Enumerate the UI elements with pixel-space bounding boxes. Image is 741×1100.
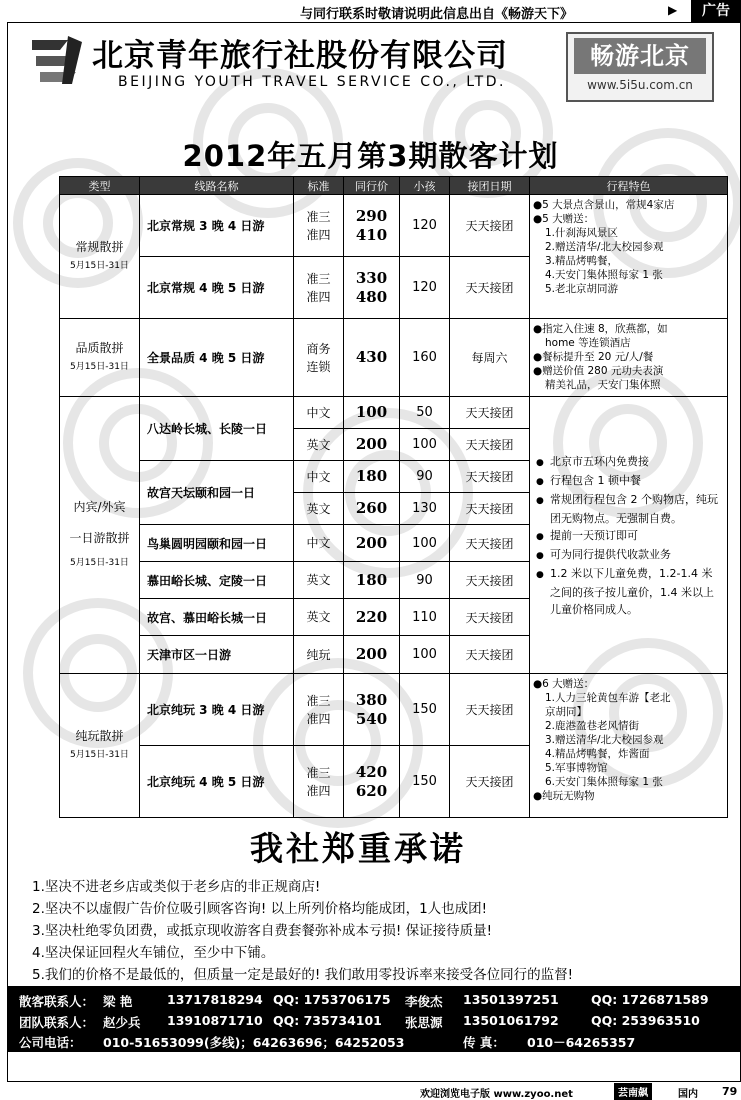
feature-line: 4.精品烤鸭餐，炸酱面 [545,748,650,760]
table-row [60,319,728,397]
tour-date: 天天接团 [450,195,530,257]
child-price: 160 [400,319,450,397]
tour-date: 天天接团 [450,599,530,636]
group-dates: 5月15日-31日 [70,260,129,271]
contact-phone: 13501397251 [463,992,559,1007]
contact-qq: QQ: 735734101 [273,1013,382,1028]
contact-qq: QQ: 253963510 [591,1013,700,1028]
child-price: 100 [400,636,450,674]
standard-cell: 中文 [294,461,344,493]
company-name-en: BEIJING YOUTH TRAVEL SERVICE CO., LTD. [118,74,506,90]
contact-name: 张思源 [405,1015,443,1030]
contact-label: 公司电话： [19,1035,82,1050]
feature-line: 6.天安门集体照每家 1 张 [545,776,663,788]
contact-phone: 13501061792 [463,1013,559,1028]
feature-line: 3.赠送清华/北大校园参观 [545,734,664,746]
standard-cell [294,257,344,319]
header-features: 行程特色 [530,177,728,195]
standard-cell: 英文 [294,429,344,461]
feature-line: ●6 大赠送： [533,678,595,690]
feature-line: ●指定入住速 8，欣燕都，如 [533,323,668,335]
feature-line: ●赠送价值 280 元功夫表演 [533,365,664,377]
promise-item: 2.坚决不以虚假广告价位吸引顾客咨询! 以上所列价格均能成团，1人也成团! [32,901,488,917]
feature-line: 精美礼品，天安门集体照 [545,379,661,391]
promise-item: 5.我们的价格不是最低的，但质量一定是最好的! 我们敢用零投诉率来接受各位同行的监督! [32,967,573,983]
footer-region: 国内 [678,1089,698,1100]
price-cell: 200 [344,429,400,461]
promise-item: 4.坚决保证回程火车铺位，至少中下铺。 [32,945,275,961]
group-type: 内宾/外宾 [73,499,126,514]
group-type-cell [60,319,140,397]
child-price: 50 [400,397,450,429]
route-name: 八达岭长城、长陵一日 [140,397,294,461]
route-name: 北京纯玩 4 晚 5 日游 [140,746,294,818]
promise-item: 3.坚决杜绝零负团费，或抵京现收游客自费套餐弥补成本亏损! 保证接待质量! [32,923,492,939]
price-2: 620 [355,781,388,800]
route-name: 全景品质 4 晚 5 日游 [140,319,294,397]
company-name-cn: 北京青年旅行社股份有限公司 [92,38,508,74]
standard-cell [294,674,344,746]
standard-cell [294,746,344,818]
table-header-row [60,177,728,195]
standard-cell: 英文 [294,493,344,525]
price-cell [344,746,400,818]
standard-cell [294,195,344,257]
tour-date: 天天接团 [450,397,530,429]
triangle-arrow-icon: ▶ [668,3,678,17]
route-name: 北京常规 4 晚 5 日游 [140,257,294,319]
group-type: 品质散拼 [75,340,124,355]
contact-phone: 13717818294 [167,992,263,1007]
price-cell [344,195,400,257]
feature-line: ● 行程包含 1 顿中餐 [536,472,721,491]
promise-title: 我社郑重承诺 [250,829,466,868]
feature-line: ● 可为同行提供代收款业务 [536,546,721,565]
promise-item: 1.坚决不进老乡店或类似于老乡店的非正规商店! [32,879,321,895]
standard-1: 准三 [306,209,331,224]
route-name: 慕田峪长城、定陵一日 [140,562,294,599]
price-2: 480 [355,287,388,306]
header-date: 接团日期 [450,177,530,195]
footer-section: 芸南飙 [614,1083,652,1100]
feature-line: 3.精品烤鸭餐， [545,255,619,267]
badge-title: 畅游北京 [574,38,706,74]
child-price: 150 [400,746,450,818]
company-phone: 010-51653099(多线)；64263696；64252053 [103,1035,405,1050]
route-name: 北京纯玩 3 晚 4 日游 [140,674,294,746]
contact-qq: QQ: 1726871589 [591,992,709,1007]
header-price: 同行价 [344,177,400,195]
standard-1: 准三 [306,271,331,286]
price-1: 380 [355,690,388,709]
tour-date: 天天接团 [450,525,530,562]
contact-label: 团队联系人： [19,1015,95,1030]
tour-date: 天天接团 [450,257,530,319]
fax-label: 传 真： [463,1035,505,1050]
price-cell: 180 [344,562,400,599]
header-type: 类型 [60,177,140,195]
standard-1: 准三 [306,693,331,708]
price-1: 330 [355,268,388,287]
brand-badge [566,32,714,102]
price-cell [344,257,400,319]
price-cell: 180 [344,461,400,493]
fax-number: 010－64265357 [527,1035,636,1050]
standard-cell: 英文 [294,562,344,599]
price-1: 290 [355,206,388,225]
features-regular [530,195,728,319]
standard-2: 准四 [306,783,331,798]
group-type-cell [60,397,140,674]
standard-2: 准四 [306,289,331,304]
contact-name: 赵少兵 [103,1015,141,1030]
group-type: 纯玩散拼 [75,728,124,743]
group-type-cell [60,674,140,818]
child-price: 110 [400,599,450,636]
feature-line: ●5 大景点含景山，常规4家店 [533,199,675,211]
child-price: 100 [400,429,450,461]
plan-title: 2012年五月第3期散客计划 [182,139,559,173]
price-cell: 260 [344,493,400,525]
standard-cell: 纯玩 [294,636,344,674]
feature-line: ●纯玩无购物 [533,790,595,802]
footer-site: 欢迎浏览电子版 www.zyoo.net [420,1089,573,1100]
standard-cell [294,319,344,397]
contact-name: 梁 艳 [103,994,133,1009]
child-price: 90 [400,461,450,493]
standard-2: 准四 [306,711,331,726]
feature-line: ● 常规团行程包含 2 个购物店，纯玩团无购物点。无强制自费。 [536,491,721,527]
feature-line: 2.鹿港盈巷老风情街 [545,720,640,732]
header-child: 小孩 [400,177,450,195]
feature-line: 1.什刹海风景区 [545,227,619,239]
child-price: 120 [400,195,450,257]
group-type-cell [60,195,140,319]
top-bar [0,0,741,22]
header-route: 线路名称 [140,177,294,195]
contact-panel [7,986,741,1052]
feature-line: 5.老北京胡同游 [545,283,619,295]
tour-date: 天天接团 [450,493,530,525]
header-standard: 标准 [294,177,344,195]
price-cell: 100 [344,397,400,429]
group-dates: 5月15日-31日 [70,557,129,568]
route-name: 天津市区一日游 [140,636,294,674]
contact-label: 散客联系人： [19,994,95,1009]
route-name: 鸟巢圆明园颐和园一日 [140,525,294,562]
contact-qq: QQ: 1753706175 [273,992,391,1007]
feature-line: 2.赠送清华/北大校园参观 [545,241,664,253]
features-pure [530,674,728,818]
tour-plan-table [59,176,728,818]
ad-label: 广告 [691,0,741,22]
tour-date: 天天接团 [450,636,530,674]
feature-line: ● 北京市五环内免费接 [536,453,721,472]
table-row [60,674,728,746]
tour-date: 每周六 [450,319,530,397]
page-number: 79 [722,1085,738,1098]
standard-cell: 英文 [294,599,344,636]
feature-line: ●餐标提升至 20 元/人/餐 [533,351,654,363]
price-1: 420 [355,762,388,781]
price-cell [344,674,400,746]
feature-line: 1.人力三轮黄包车游【老北 [545,692,671,704]
promise-list [32,876,722,986]
price-cell: 200 [344,636,400,674]
price-cell: 220 [344,599,400,636]
standard-1: 准三 [306,765,331,780]
price-2: 540 [355,709,388,728]
child-price: 90 [400,562,450,599]
feature-line: 5.军事博物馆 [545,762,608,774]
features-oneday [530,397,728,674]
feature-line: 4.天安门集体照每家 1 张 [545,269,663,281]
feature-line: ●5 大赠送： [533,213,595,225]
tour-date: 天天接团 [450,674,530,746]
standard-cell: 中文 [294,525,344,562]
standard-2: 准四 [306,227,331,242]
tour-date: 天天接团 [450,746,530,818]
group-type: 常规散拼 [75,239,124,254]
feature-line: 京胡同】 [545,706,587,718]
price-cell: 430 [344,319,400,397]
route-name: 北京常规 3 晚 4 日游 [140,195,294,257]
standard-cell: 中文 [294,397,344,429]
child-price: 150 [400,674,450,746]
standard-2: 连锁 [306,359,331,374]
feature-line: ● 1.2 米以下儿童免费，1.2-1.4 米之间的孩子按儿童价，1.4 米以上儿童价格同成人。 [536,565,721,618]
table-row [60,397,728,429]
standard-1: 商务 [306,341,331,356]
route-name: 故宫天坛颐和园一日 [140,461,294,525]
tour-date: 天天接团 [450,429,530,461]
company-logo-icon [26,30,86,90]
top-notice: 与同行联系时敬请说明此信息出自《畅游天下》 [300,7,574,22]
tour-date: 天天接团 [450,461,530,493]
tour-date: 天天接团 [450,562,530,599]
group-dates: 5月15日-31日 [70,361,129,372]
child-price: 120 [400,257,450,319]
child-price: 100 [400,525,450,562]
features-quality [530,319,728,397]
price-cell: 200 [344,525,400,562]
feature-line: ● 提前一天预订即可 [536,527,721,546]
child-price: 130 [400,493,450,525]
feature-line: home 等连锁酒店 [545,337,631,349]
contact-name: 李俊杰 [405,994,443,1009]
route-name: 故宫、慕田峪长城一日 [140,599,294,636]
badge-url: www.5i5u.com.cn [587,78,693,92]
price-2: 410 [355,225,388,244]
bottom-bar [0,1082,741,1100]
contact-phone: 13910871710 [167,1013,263,1028]
table-row [60,195,728,257]
group-dates: 5月15日-31日 [70,749,129,760]
group-type: 一日游散拼 [69,530,130,545]
